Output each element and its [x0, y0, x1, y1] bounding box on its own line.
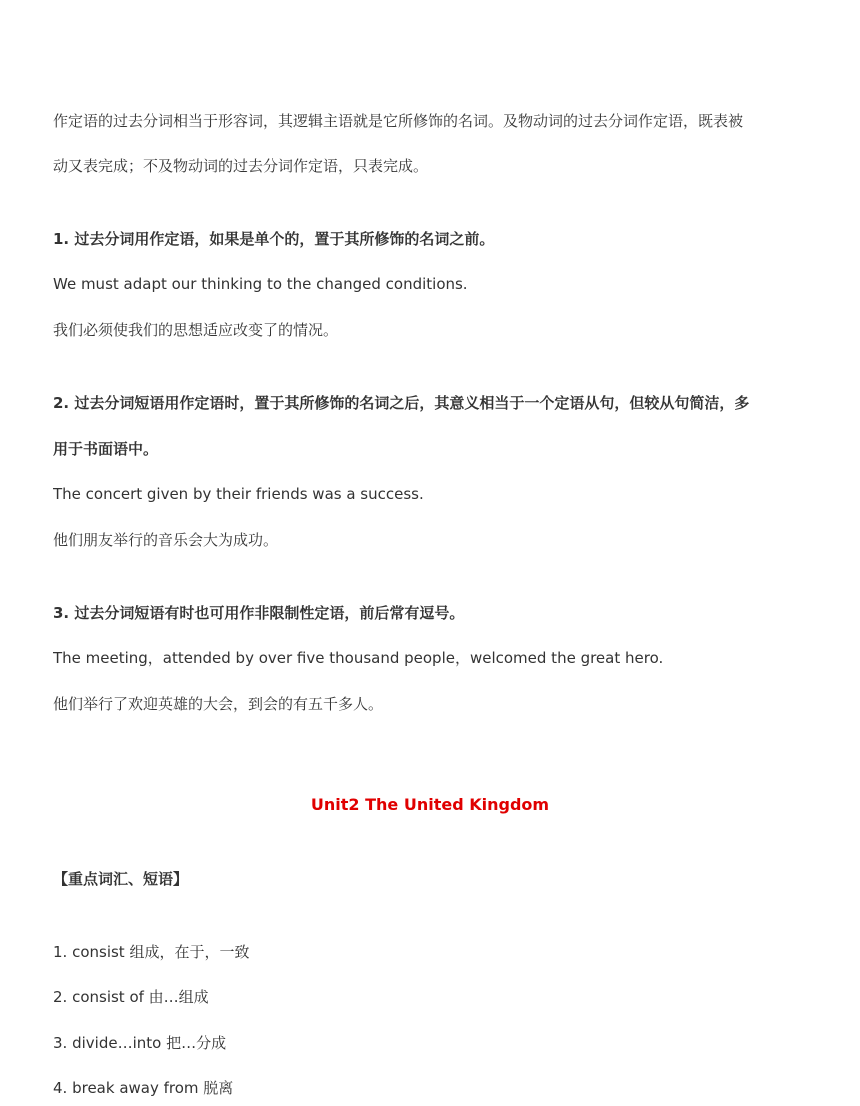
rule-2-title-line-1: 2. 过去分词短语用作定语时，置于其所修饰的名词之后，其意义相当于一个定语从句，但较从句简洁，多: [53, 394, 750, 412]
rule-2-example-zh: 他们朋友举行的音乐会大为成功。: [53, 531, 279, 549]
rule-2-title-line-2: 用于书面语中。: [53, 440, 159, 458]
vocab-item: 4. break away from 脱离: [53, 1079, 234, 1097]
unit-title: Unit2 The United Kingdom: [310, 795, 550, 814]
rule-3-title: 3. 过去分词短语有时也可用作非限制性定语，前后常有逗号。: [53, 604, 465, 622]
rule-3-example-en: The meeting，attended by over five thousand people，welcomed the great hero.: [53, 649, 664, 667]
vocab-item: 1. consist 组成，在于，一致: [53, 943, 250, 961]
intro-line-1: 作定语的过去分词相当于形容词，其逻辑主语就是它所修饰的名词。及物动词的过去分词作定语，既表被: [53, 112, 744, 130]
rule-1-title: 1. 过去分词用作定语，如果是单个的，置于其所修饰的名词之前。: [53, 230, 495, 248]
intro-line-2: 动又表完成；不及物动词的过去分词作定语，只表完成。: [53, 157, 429, 175]
vocab-section-title: 【重点词汇、短语】: [53, 870, 189, 888]
rule-3-example-zh: 他们举行了欢迎英雄的大会，到会的有五千多人。: [53, 695, 384, 713]
vocab-item: 3. divide…into 把…分成: [53, 1034, 227, 1052]
rule-1-example-zh: 我们必须使我们的思想适应改变了的情况。: [53, 321, 339, 339]
rule-2-example-en: The concert given by their friends was a success.: [53, 485, 424, 503]
rule-1-example-en: We must adapt our thinking to the changed conditions.: [53, 275, 468, 293]
vocab-item: 2. consist of 由…组成: [53, 988, 209, 1006]
